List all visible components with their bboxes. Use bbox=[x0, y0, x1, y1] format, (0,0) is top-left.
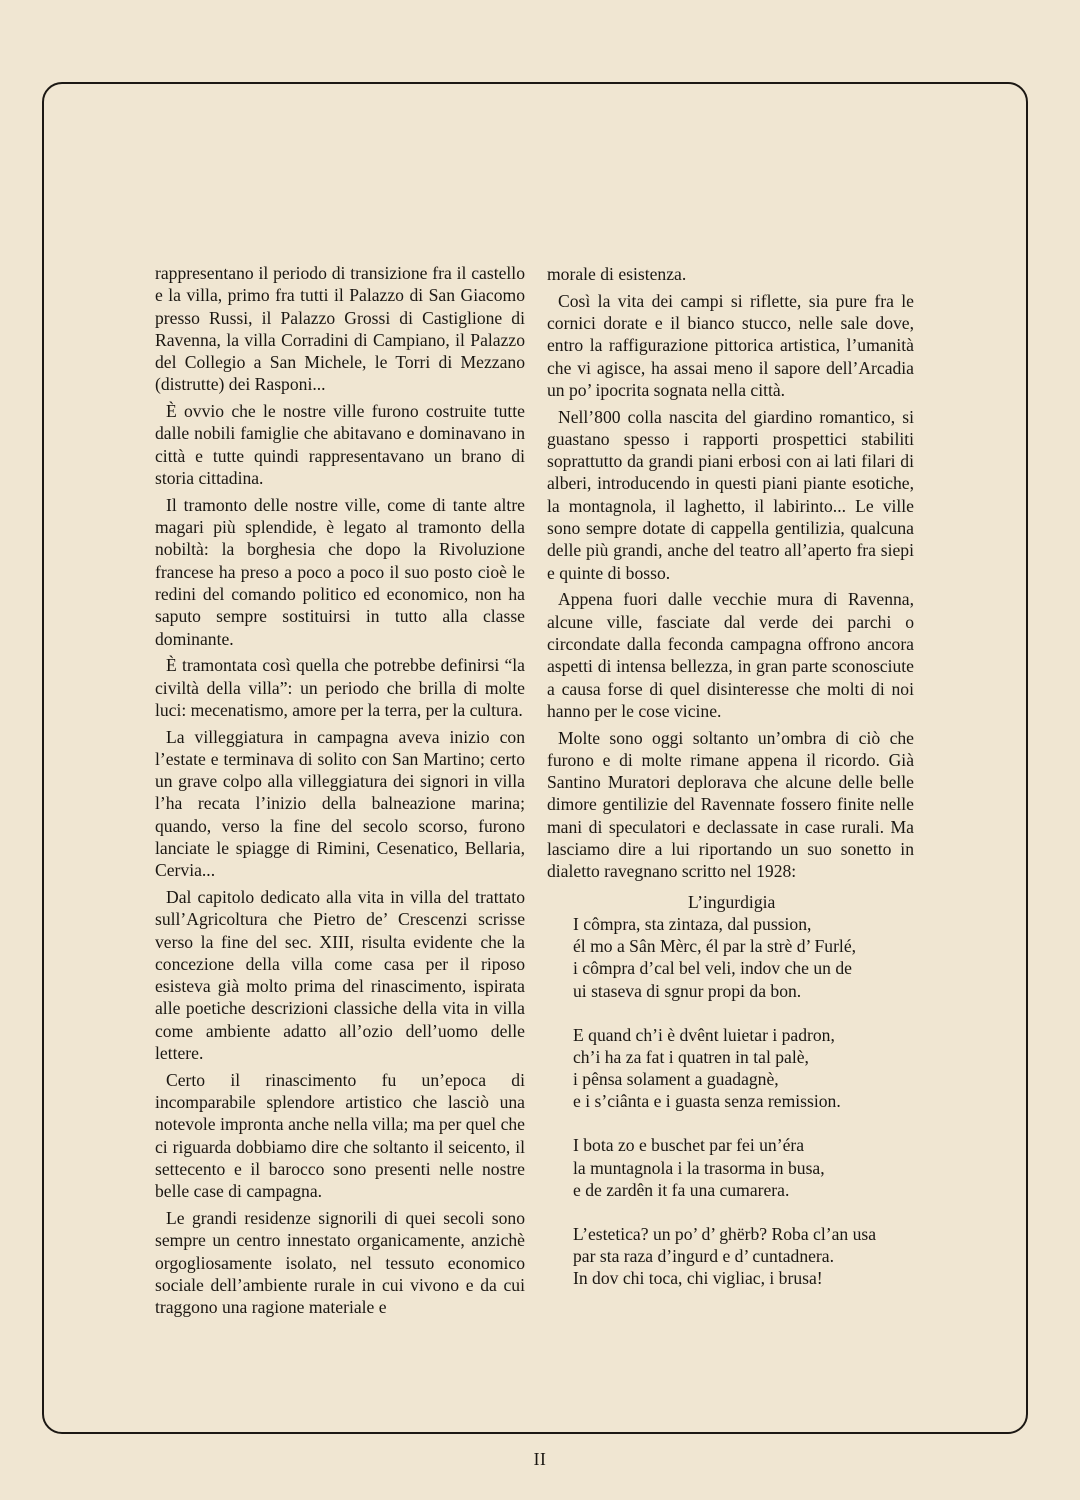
paragraph: Le grandi residenze signorili di quei secoli sono sempre un centro innestato organicamente, anzichè orgogliosamente isolato, nel tessuto economico sociale dell’ambiente rurale in cui vivono e da cui traggono una ragione materiale e bbox=[155, 1207, 525, 1318]
poem-line: In dov chi toca, chi vigliac, i brusa! bbox=[573, 1268, 823, 1289]
poem-line: i cômpra d’cal bel veli, indov che un de bbox=[573, 958, 852, 979]
poem-line: L’estetica? un po’ d’ ghërb? Roba cl’an usa bbox=[573, 1223, 877, 1244]
paragraph: Certo il rinascimento fu un’epoca di incomparabile splendore artistico che lasciò una notevole impronta anche nella villa; ma per quel che ci riguarda dobbiamo dire che soltanto il seicento, il settecento e il barocco sono presenti nelle nostre belle case di campagna. bbox=[155, 1069, 525, 1202]
poem-line: él mo a Sân Mèrc, él par la strè d’ Furlé, bbox=[573, 936, 857, 957]
right-text-column bbox=[547, 263, 914, 1311]
paragraph: morale di esistenza. bbox=[547, 264, 687, 284]
sonnet bbox=[573, 891, 914, 1290]
page-number: II bbox=[533, 1449, 547, 1469]
paragraph: Appena fuori dalle vecchie mura di Ravenna, alcune ville, fasciate dal verde dei parchi o circondate dalla feconda campagna offrono ancora aspetti di intensa bellezza, in gran parte sconosciute a causa forse di quel disinteresse che molti di noi hanno per le cose vicine. bbox=[547, 589, 914, 721]
paragraph: Dal capitolo dedicato alla vita in villa del trattato sull’Agricoltura che Pietro de’ Crescenzi scrisse verso la fine del sec. XIII, risulta evidente che la concezione della villa come casa per il riposo esisteva già molto prima del rinascimento, ispirata alle poetiche descrizioni classiche della vita in villa come ambiente adatto all’ozio dell’uomo delle lettere. bbox=[155, 886, 525, 1064]
paragraph: La villeggiatura in campagna aveva inizio con l’estate e terminava di solito con San Martino; certo un grave colpo alla villeggiatura dei signori in villa l’ha recata l’inizio della balneazione marina; quando, verso la fine del secolo scorso, furono lanciate le spiagge di Rimini, Cesenatico, Bellaria, Cervia... bbox=[155, 726, 525, 881]
paragraph: Così la vita dei campi si riflette, sia pure fra le cornici dorate e il bianco stucco, nelle sale dove, entro la raffigurazione pittorica artistica, l’umanità che vi agisce, ha assai meno il sapore dell’Arcadia un po’ ipocrita sognata nella città. bbox=[547, 290, 914, 400]
poem-line: I cômpra, sta zintaza, dal pussion, bbox=[573, 913, 812, 934]
poem-line: la muntagnola i la trasorma in busa, bbox=[573, 1157, 825, 1178]
paragraph: È tramontata così quella che potrebbe definirsi “la civiltà della villa”: un periodo che brilla di molte luci: mecenatismo, amore per la terra, per la cultura. bbox=[155, 655, 525, 720]
poem-title: L’ingurdigia bbox=[688, 891, 776, 912]
poem-line: par sta raza d’ingurd e d’ cuntadnera. bbox=[573, 1245, 835, 1266]
paragraph: Il tramonto delle nostre ville, come di tante altre magari più splendide, è legato al tramonto della nobiltà: la borghesia che dopo la Rivoluzione francese ha preso a poco a poco il suo posto cioè le redini del comando politico ed economico, non ha saputo sempre sostituirsi in tutto alla classe dominante. bbox=[155, 494, 525, 649]
poem-stanza bbox=[573, 913, 914, 1002]
poem-line: ch’i ha za fat i quatren in tal palè, bbox=[573, 1046, 809, 1067]
paragraph: È ovvio che le nostre ville furono costruite tutte dalle nobili famiglie che abitavano e dominavano in città e tutte quindi rappresentavano un brano di storia cittadina. bbox=[155, 401, 525, 489]
poem-line: E quand ch’i è dvênt luietar i padron, bbox=[573, 1024, 835, 1045]
poem-line: e i s’ciânta e i guasta senza remission. bbox=[573, 1091, 841, 1112]
poem-line: ui staseva di sgnur propi da bon. bbox=[573, 980, 802, 1001]
paragraph: Nell’800 colla nascita del giardino romantico, si guastano spesso i rapporti prospettici stabiliti soprattutto da grandi piani erbosi con ai lati filari di alberi, introducendo in questi piani piante esotiche, la montagnola, il laghetto, il labirinto... Le ville sono sempre dotate di cappella gentilizia, qualcuna delle più grandi, anche del teatro all’aperto fra siepi e quinte di bosso. bbox=[547, 406, 914, 583]
paragraph: rappresentano il periodo di transizione fra il castello e la villa, primo fra tutti il Palazzo di San Giacomo presso Russi, il Palazzo Grossi di Castiglione di Ravenna, la villa Corradini di Campiano, il Palazzo del Collegio a San Michele, le Torri di Mezzano (distrutte) dei Rasponi... bbox=[155, 263, 525, 395]
poem-stanza bbox=[573, 1134, 914, 1201]
poem-line: i pênsa solament a guadagnè, bbox=[573, 1069, 779, 1090]
poem-line: I bota zo e buschet par fei un’éra bbox=[573, 1135, 805, 1156]
left-text-column bbox=[155, 262, 525, 1323]
paragraph: Molte sono oggi soltanto un’ombra di ciò che furono e di molte rimane appena il ricordo. Già Santino Muratori deplorava che alcune delle belle dimore gentilizie del Ravennate fossero finite nelle mani di speculatori e declassate in case rurali. Ma lasciamo dire a lui riportando un suo sonetto in dialetto ravegnano scritto nel 1928: bbox=[547, 727, 914, 882]
poem-stanza bbox=[573, 1223, 914, 1290]
poem-line: e de zardên it fa una cumarera. bbox=[573, 1179, 790, 1200]
poem-stanza bbox=[573, 1024, 914, 1113]
